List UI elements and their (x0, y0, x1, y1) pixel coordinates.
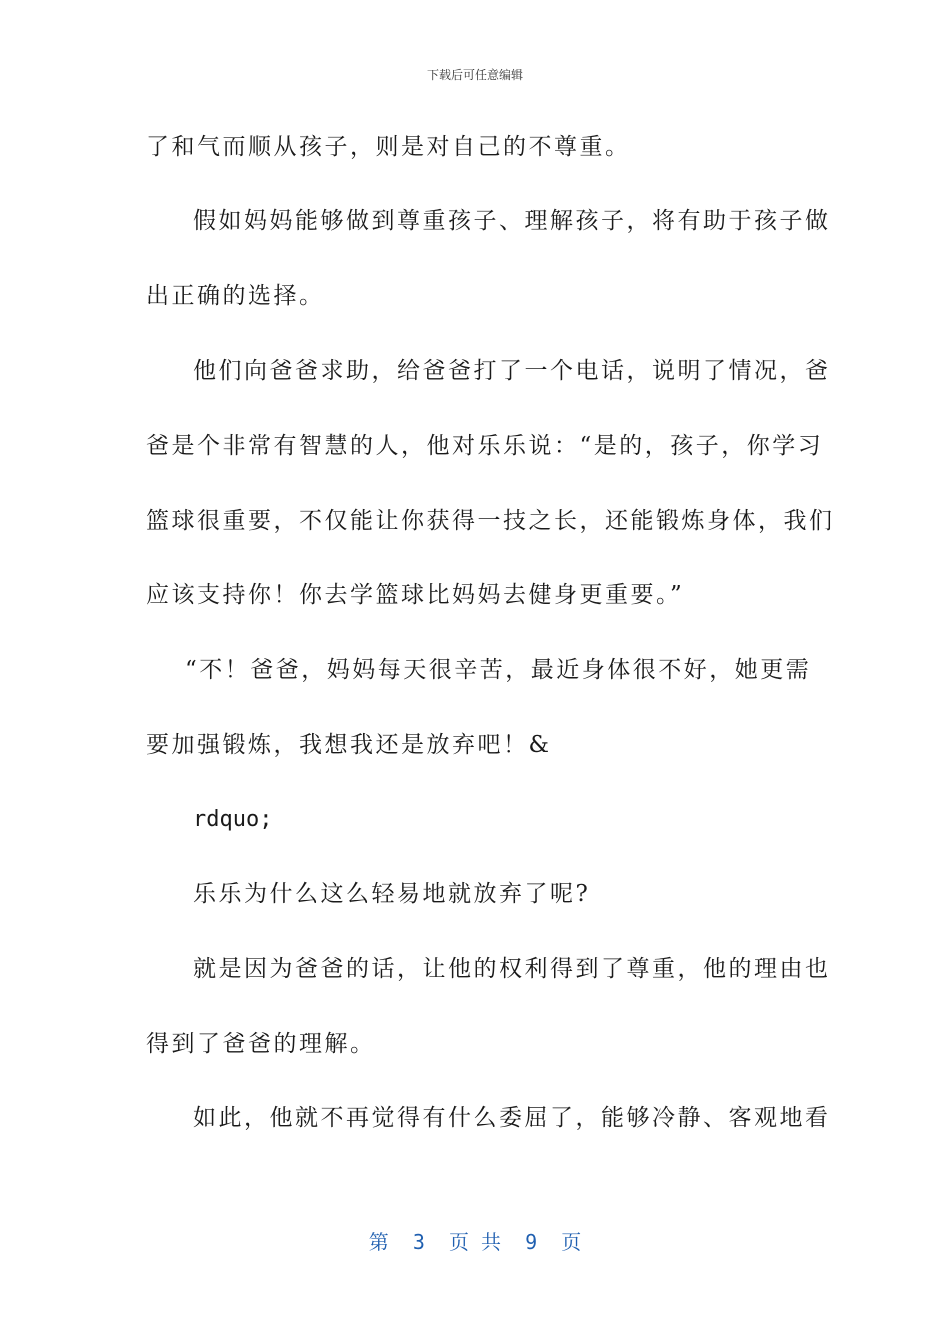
text-line-9: 要加强锻炼，我想我还是放弃吧！& (146, 732, 552, 758)
text-line-8: “不！爸爸，妈妈每天很辛苦，最近身体很不好，她更需 (185, 657, 812, 683)
page-footer: 第 3 页 共 9 页 (368, 1230, 582, 1254)
page-header: 下载后可任意编辑 (426, 68, 523, 82)
text-line-1: 了和气而顺从孩子，则是对自己的不尊重。 (146, 134, 631, 160)
text-line-10: rdquo; (193, 807, 273, 832)
text-line-12: 就是因为爸爸的话，让他的权利得到了尊重，他的理由也 (193, 956, 831, 982)
text-line-2: 假如妈妈能够做到尊重孩子、理解孩子，将有助于孩子做 (193, 208, 831, 234)
text-line-5: 爸是个非常有智慧的人，他对乐乐说：“是的，孩子，你学习 (146, 433, 824, 459)
text-line-14: 如此，他就不再觉得有什么委屈了，能够冷静、客观地看 (193, 1105, 831, 1131)
text-line-3: 出正确的选择。 (146, 283, 325, 309)
text-line-4: 他们向爸爸求助，给爸爸打了一个电话，说明了情况，爸 (193, 358, 831, 384)
text-line-6: 篮球很重要，不仅能让你获得一技之长，还能锻炼身体，我们 (146, 508, 835, 534)
text-line-11: 乐乐为什么这么轻易地就放弃了呢? (193, 881, 591, 907)
text-line-13: 得到了爸爸的理解。 (146, 1031, 376, 1057)
text-line-7: 应该支持你！你去学篮球比妈妈去健身更重要。” (146, 582, 685, 608)
